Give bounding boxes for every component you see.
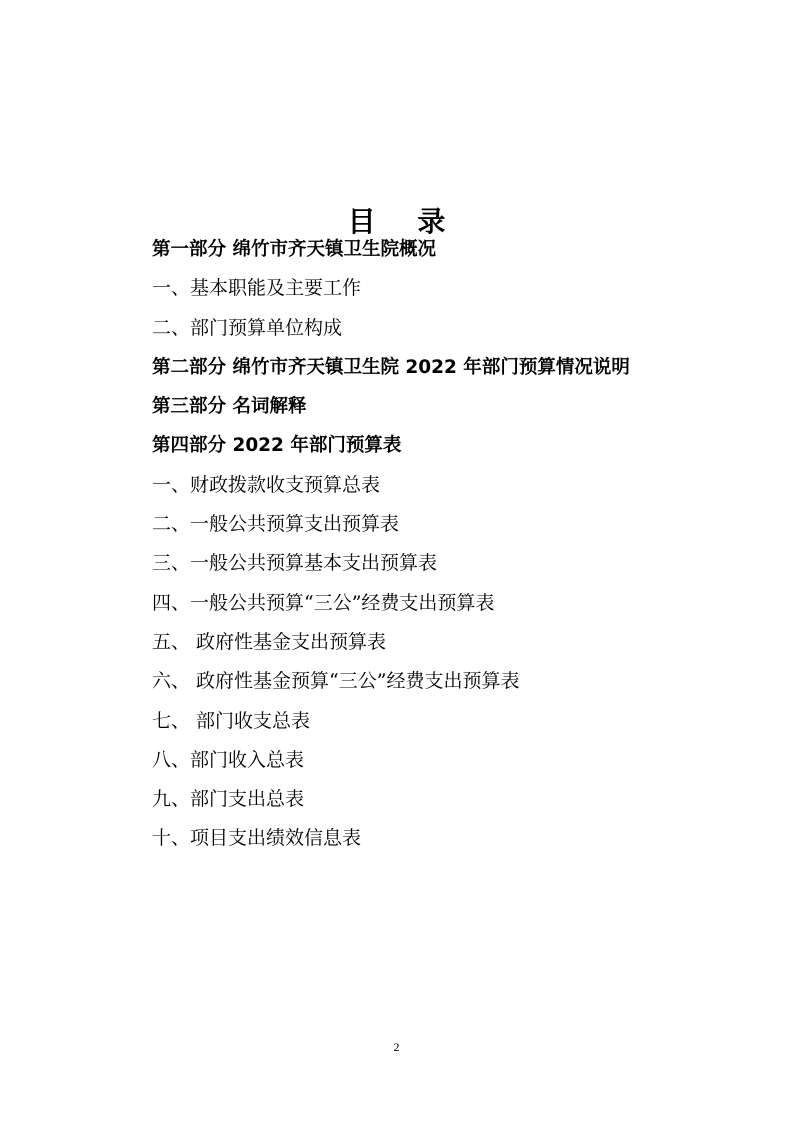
toc-entry: 八、部门收入总表 bbox=[152, 748, 305, 771]
toc-entry-part-1: 第一部分 绵竹市齐天镇卫生院概况 bbox=[152, 239, 436, 260]
toc-entry: 十、项目支出绩效信息表 bbox=[152, 827, 362, 850]
toc-entry: 六、 政府性基金预算“三公”经费支出预算表 bbox=[152, 670, 520, 693]
toc-entry: 九、部门支出总表 bbox=[152, 788, 305, 811]
toc-entry: 五、 政府性基金支出预算表 bbox=[152, 630, 387, 653]
toc-entry-part-4: 第四部分 2022 年部门预算表 bbox=[152, 435, 402, 457]
page-title: 目 录 bbox=[347, 204, 462, 238]
table-of-contents bbox=[152, 230, 752, 859]
toc-entry: 二、部门预算单位构成 bbox=[152, 316, 343, 339]
toc-entry: 四、一般公共预算“三公”经费支出预算表 bbox=[152, 591, 495, 614]
toc-entry-part-3: 第三部分 名词解释 bbox=[152, 396, 307, 418]
toc-entry: 一、财政拨款收支预算总表 bbox=[152, 473, 381, 496]
toc-entry-part-2: 第二部分 绵竹市齐天镇卫生院 2022 年部门预算情况说明 bbox=[152, 356, 630, 378]
toc-entry: 二、一般公共预算支出预算表 bbox=[152, 513, 400, 536]
toc-entry: 一、基本职能及主要工作 bbox=[152, 277, 362, 300]
toc-entry: 三、一般公共预算基本支出预算表 bbox=[152, 552, 438, 575]
page-number: 2 bbox=[393, 1040, 400, 1054]
toc-entry: 七、 部门收支总表 bbox=[152, 709, 311, 732]
